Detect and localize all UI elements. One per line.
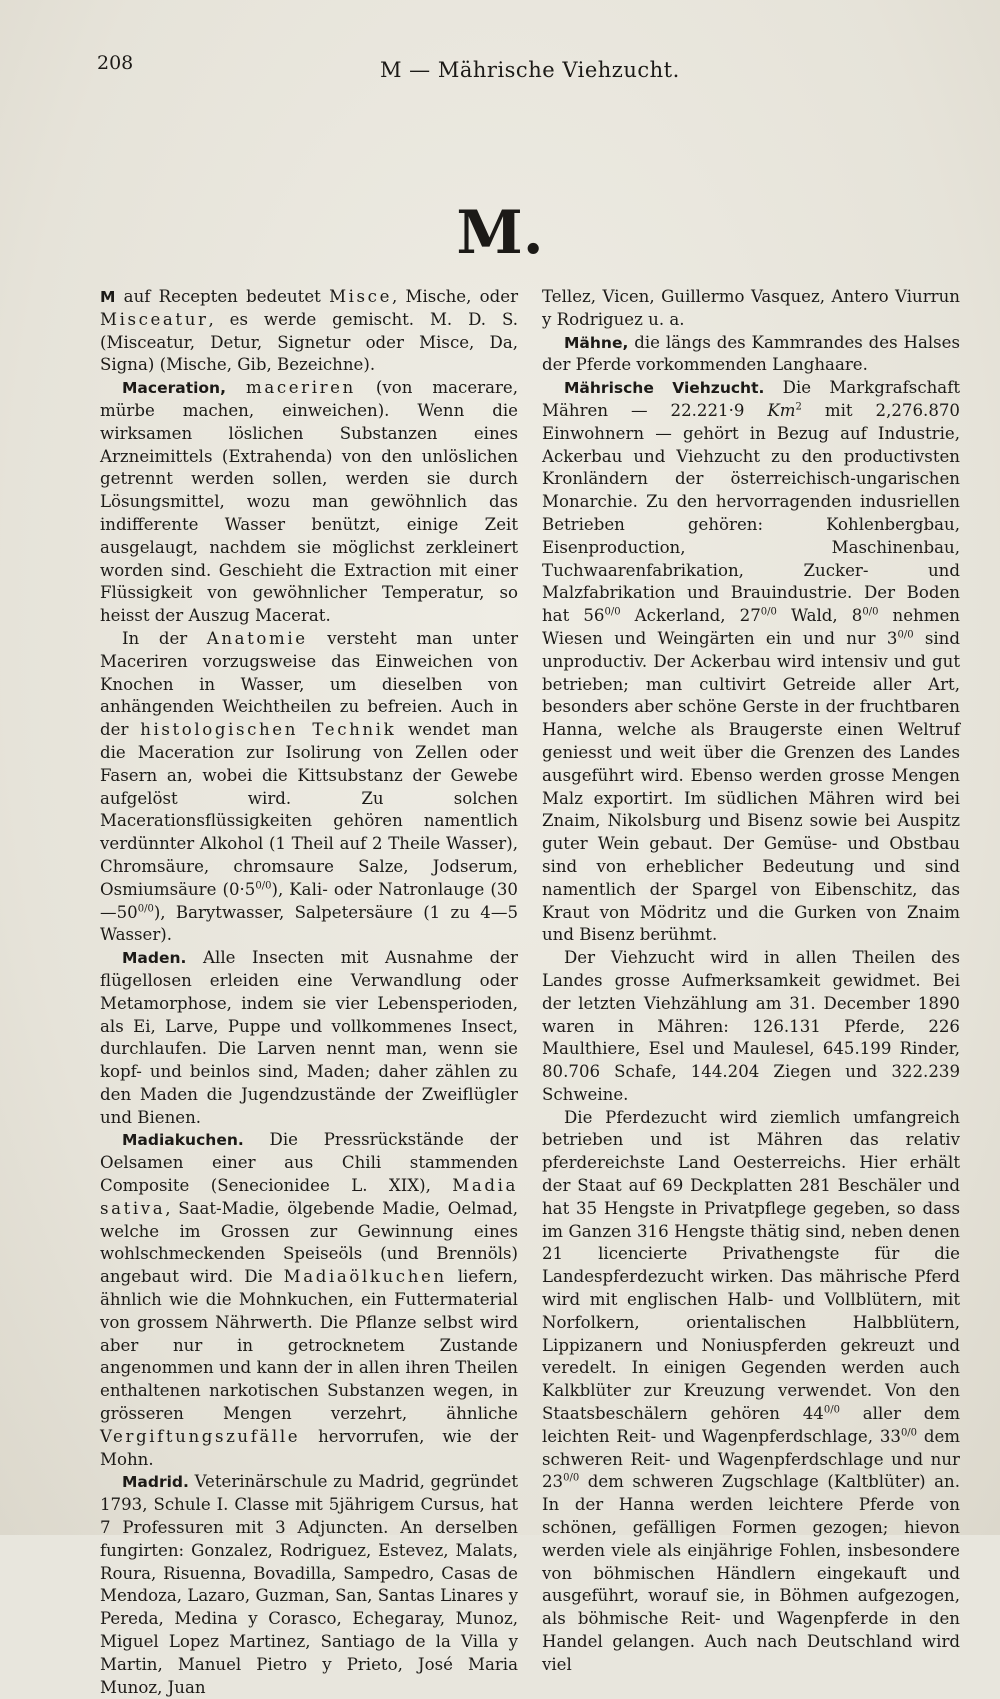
- entry-lemma-maceration: Maceration,: [122, 379, 226, 398]
- entry-madrid-continued: Tellez, Vicen, Guillermo Vasquez, Antero Viurrun y Rodriguez u. a.: [542, 287, 960, 329]
- page-header: [0, 52, 1000, 92]
- entry-lemma-madrid: Madrid.: [122, 1473, 189, 1492]
- entry-lemma-m: M: [100, 288, 116, 306]
- entry-madiakuchen: Madiakuchen. Die Pressrückstände der Oelsamen einer aus Chili stammenden Composite (Senecionideе L. XIX), Madia sativa, Saat-Madie, ölgebende Madie, Oelmad, welche im Grossen zur Gewinnung eines wohlschmeckenden Speiseöls (und Brennöls) angebaut wird. Die Madiaölkuchen liefern, ähnlich wie die Mohnkuchen, ein Futtermaterial von grossem Nährwerth. Die Pflanze selbst wird aber nur in getrocknetem Zustande angenommen und kann der in allen ihren Theilen enthaltenen narkotischen Substanzen wegen, in grösseren Mengen verzehrt, ähnliche Vergiftungszufälle hervorrufen, wie der Mohn.: [100, 1130, 518, 1469]
- entry-m: M auf Recepten bedeutet Misce, Mische, oder Misceatur, es werde gemischt. M. D. S. (Misceatur, Detur, Signetur oder Misce, Da, Signa) (Mische, Gib, Bezeichne).: [100, 287, 518, 375]
- section-letter: M.: [456, 198, 544, 268]
- entry-lemma-maehrische-viehzucht: Mährische Viehzucht.: [564, 379, 765, 398]
- entry-lemma-maden: Maden.: [122, 949, 187, 968]
- entry-maceration-para2: In der Anatomie versteht man unter Maceriren vorzugsweise das Einweichen von Knochen in Wasser, um dieselben von anhängenden Weichtheilen zu befreien. Auch in der histologischen Technik wendet man die Maceration zur Isolirung von Zellen oder Fasern an, wobei die Kittsubstanz der Gewebe aufgelöst wird. Zu solchen Macerationsflüssigkeiten gehören namentlich verdünnter Alkohol (1 Theil auf 2 Theile Wasser), Chromsäure, chromsaure Salze, Jodserum, Osmiumsäure $(0\cdot 5^{0/0})$, Kali- oder Natronlauge $(30—50^{0/0})$, Barytwasser, Salpetersäure (1 zu 4—5 Wasser).: [100, 628, 519, 945]
- entry-maden: Maden. Alle Insecten mit Ausnahme der flügellosen erleiden eine Verwandlung oder Metamorphose, indem sie vier Lebensperioden, als Ei, Larve, Puppe und vollkommenes Insect, durchlaufen. Die Larven nennt man, wenn sie kopf- und beinlos sind, Maden; daher zählen zu den Maden die Jugendzustände der Zweiflügler und Bienen.: [100, 948, 518, 1127]
- left-column: [100, 286, 518, 1699]
- entry-madrid: Madrid. Veterinärschule zu Madrid, gegründet 1793, Schule I. Classe mit 5jährigem Cursus, hat 7 Professuren mit 3 Adjuncten. An derselben fungirten: Gonzalez, Rodriguez, Estevez, Malats, Roura, Risuenna, Bovadilla, Sampedro, Casas de Mendoza, Lazaro, Guzman, San, Santas Linares y Pereda, Medina y Corasco, Echegaray, Munoz, Miguel Lopez Martinez, Santiago de la Villa y Martin, Manuel Pietro y Prieto, José Maria Munoz, Juan: [100, 1472, 518, 1697]
- paragraph-pferdezucht: Die Pferdezucht wird ziemlich umfangreich betrieben und ist Mähren das relativ pferdereichste Land Oesterreichs. Hier erhält der Staat auf 69 Deckplatten 281 Beschäler und hat 35 Hengste in Privatpflege gegeben, so dass im Ganzen 316 Hengste thätig sind, neben denen 21 licencierte Privathengste für die Landespferdezucht wirken. Das mährische Pferd wird mit englischen Halb- und Vollblütern, mit Norfolkern, orientalischen Halbblütern, Lippizanern und Noniuspferden gekreuzt und veredelt. In einigen Gegenden werden auch Kalkblüter zur Kreuzung verwendet. Von den Staatsbeschälern gehören $44^{0/0}$ aller dem leichten Reit- und Wagenpferdschlage, $33^{0/0}$ dem schweren Reit- und Wagenpferdschlage und nur $23^{0/0}$ dem schweren Zugschlage (Kaltblüter) an. In der Hanna werden leichtere Pferde von schönen, gefälligen Formen gezogen; hievon werden viele als einjährige Fohlen, insbesondere von böhmischen Händlern eingekauft und ausgeführt, worauf sie, in Böhmen aufgezogen, als böhmische Reit- und Wagenpferde in den Handel gelangen. Auch nach Deutschland wird viel: [542, 1107, 960, 1674]
- entry-lemma-maehne: Mähne,: [564, 333, 629, 352]
- right-column: [542, 286, 960, 1677]
- entry-lemma-madiakuchen: Madiakuchen.: [122, 1131, 244, 1150]
- entry-maehne: Mähne, die längs des Kammrandes des Halses der Pferde vorkommenden Langhaare.: [542, 332, 960, 375]
- running-head: M — Mährische Viehzucht.: [380, 58, 680, 82]
- entry-maehrische-viehzucht: Mährische Viehzucht. Die Markgrafschaft Mähren — 22.221·9 Km$^2$ mit 2,276.870 Einwohnern — gehört in Bezug auf Industrie, Ackerbau und Viehzucht zu den productivsten Kronländern der österreichisch-ungarischen Monarchie. Zu den hervorragenden indusriellen Betrieben gehören: Kohlenbergbau, Eisenproduction, Maschinenbau, Tuchwaarenfabrikation, Zucker- und Malzfabrikation und Brauindustrie. Der Boden hat $56^{0/0}$ Ackerland, $27^{0/0}$ Wald, $8^{0/0}$ nehmen Wiesen und Weingärten ein und nur $3^{0/0}$ sind unproductiv. Der Ackerbau wird intensiv und gut betrieben; man cultivirt Getreide aller Art, besonders aber schöne Gerste in der fruchtbaren Hanna, welche als Braugerste einen Weltruf geniesst und weit über die Grenzen des Landes ausgeführt wird. Ebenso werden grosse Mengen Malz exportirt. Im südlichen Mähren wird bei Znaim, Nikolsburg und Bisenz sowie bei Auspitz guter Wein gebaut. Der Gemüse- und Obstbau sind von erheblicher Bedeutung und sind namentlich der Spargel von Eibenschitz, das Kraut von Mödritz und die Gurken von Znaim und Bisenz berühmt.: [542, 378, 960, 945]
- entry-maceration: Maceration, maceriren (von macerare, mürbe machen, einweichen). Wenn die wirksamen löslichen Substanzen eines Arzneimittels (Extrahenda) von den unlöslichen getrennt werden sollen, werden sie durch Lösungsmittel, wozu man gewöhnlich das indifferente Wasser benützt, einige Zeit ausgelaugt, nachdem sie möglichst zerkleinert worden sind. Geschieht die Extraction mit einer Flüssigkeit von gewöhnlicher Temperatur, so heisst der Auszug Macerat.: [100, 378, 519, 626]
- paragraph-viehzaehlung: Der Viehzucht wird in allen Theilen des Landes grosse Aufmerksamkeit gewidmet. Bei der letzten Viehzählung am 31. December 1890 waren in Mähren: 126.131 Pferde, 226 Maulthiere, Esel und Maulesel, 645.199 Rinder, 80.706 Schafe, 144.204 Ziegen und 322.239 Schweine.: [542, 948, 960, 1104]
- page-number: 208: [97, 52, 134, 74]
